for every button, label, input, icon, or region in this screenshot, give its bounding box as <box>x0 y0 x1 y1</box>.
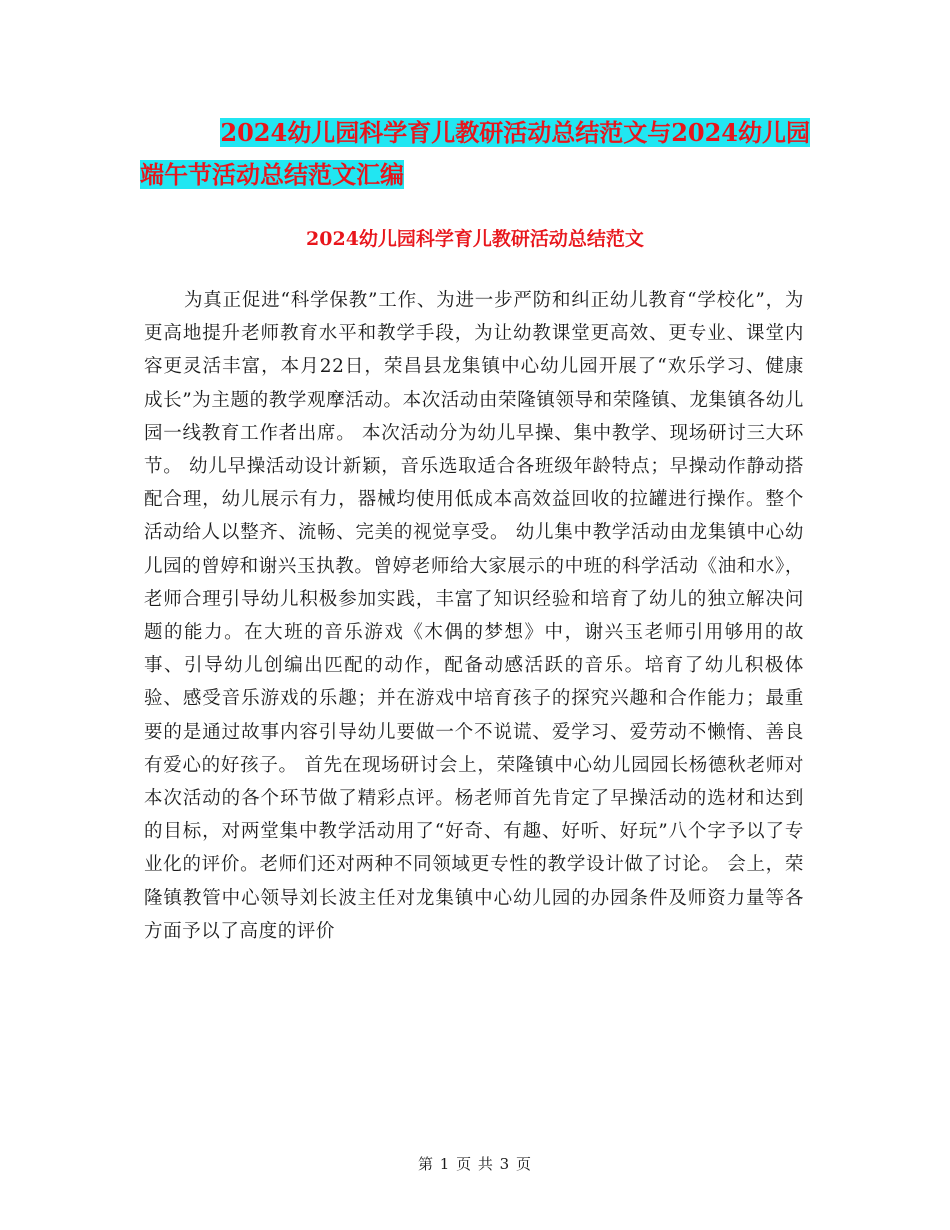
title-line-2: 端午节活动总结范文汇编 <box>140 160 404 189</box>
title-line-1: 2024幼儿园科学育儿教研活动总结范文与2024幼儿园 <box>220 118 810 147</box>
document-title <box>140 112 810 196</box>
page-footer: 第 1 页 共 3 页 <box>418 1155 532 1173</box>
body-paragraph: 为真正促进“科学保教”工作、为进一步严防和纠正幼儿教育“学校化”，为更高地提升老师教育水平和教学手段，为让幼教课堂更高效、更专业、课堂内容更灵活丰富，本月22日，荣昌县龙集镇中心幼儿园开展了“欢乐学习、健康成长”为主题的教学观摩活动。本次活动由荣隆镇领导和荣隆镇、龙集镇各幼儿园一线教育工作者出席。 本次活动分为幼儿早操、集中教学、现场研讨三大环节。 幼儿早操活动设计新颖，音乐选取适合各班级年龄特点；早操动作静动搭配合理，幼儿展示有力，器械均使用低成本高效益回收的拉罐进行操作。整个活动给人以整齐、流畅、完美的视觉享受。 幼儿集中教学活动由龙集镇中心幼儿园的曾婷和谢兴玉执教。曾婷老师给大家展示的中班的科学活动《油和水》，老师合理引导幼儿积极参加实践，丰富了知识经验和培育了幼儿的独立解决问题的能力。在大班的音乐游戏《木偶的梦想》中，谢兴玉老师引用够用的故事、引导幼儿创编出匹配的动作，配备动感活跃的音乐。培育了幼儿积极体验、感受音乐游戏的乐趣；并在游戏中培育孩子的探究兴趣和合作能力；最重要的是通过故事内容引导幼儿要做一个不说谎、爱学习、爱劳动不懒惰、善良有爱心的好孩子。 首先在现场研讨会上，荣隆镇中心幼儿园园长杨德秋老师对本次活动的各个环节做了精彩点评。杨老师首先肯定了早操活动的选材和达到的目标，对两堂集中教学活动用了“好奇、有趣、好听、好玩”八个字予以了专业化的评价。老师们还对两种不同领域更专性的教学设计做了讨论。 会上，荣隆镇教管中心领导刘长波主任对龙集镇中心幼儿园的办园条件及师资力量等各方面予以了高度的评价 <box>144 290 804 942</box>
section-title: 2024幼儿园科学育儿教研活动总结范文 <box>306 228 644 250</box>
